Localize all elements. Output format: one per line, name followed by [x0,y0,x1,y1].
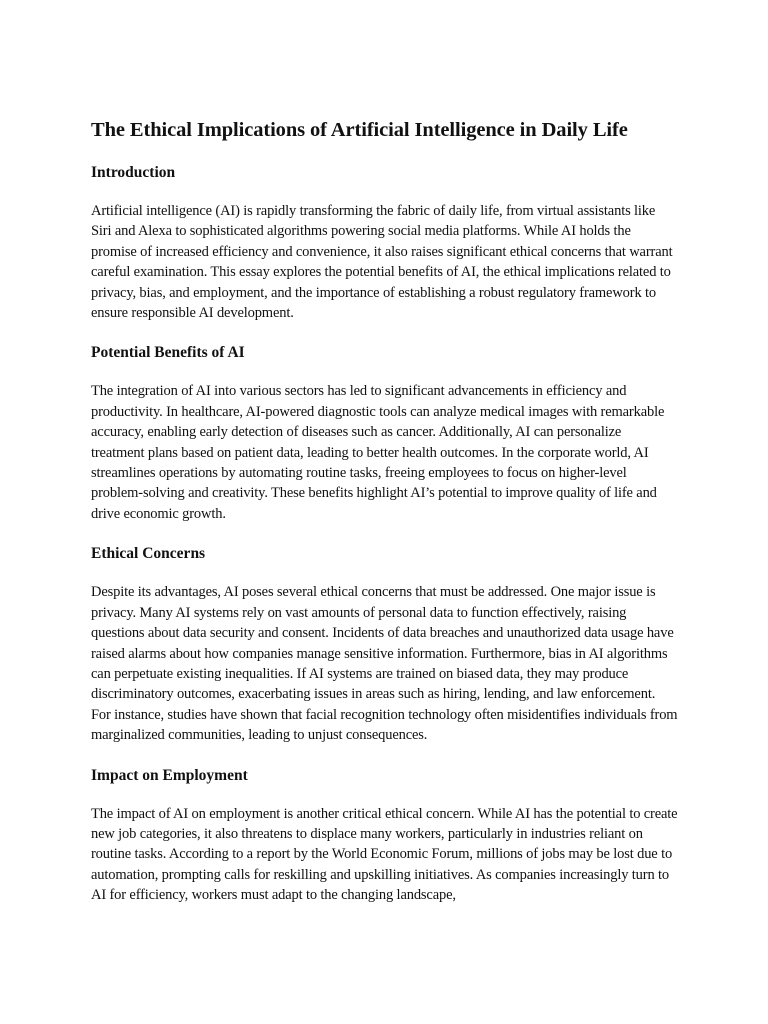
section-body-employment: The impact of AI on employment is another critical ethical concern. While AI has the potential to create new job categories, it also threatens to displace many workers, particularly in industries reliant on routine tasks. According to a report by the World Economic Forum, millions of jobs may be lost due to automation, prompting calls for reskilling and upskilling initiatives. As companies increasingly turn to AI for efficiency, workers must adapt to the changing landscape, [91,805,678,904]
section-heading-employment: Impact on Employment [91,766,248,784]
document-title: The Ethical Implications of Artificial Intelligence in Daily Life [91,119,628,141]
section-heading-benefits: Potential Benefits of AI [91,344,245,362]
section-heading-ethical-concerns: Ethical Concerns [91,545,206,563]
section-body-ethical-concerns: Despite its advantages, AI poses several ethical concerns that must be addressed. One major issue is privacy. Many AI systems rely on vast amounts of personal data to function effectively, raising questions about data security and consent. Incidents of data breaches and unauthorized data usage have raised alarms about how companies manage sensitive information. Furthermore, bias in AI algorithms can perpetuate existing inequalities. If AI systems are trained on biased data, they may produce discriminatory outcomes, exacerbating issues in areas such as hiring, lending, and law enforcement. For instance, studies have shown that facial recognition technology often misidentifies individuals from marginalized communities, leading to unjust consequences. [91,584,678,744]
section-heading-introduction: Introduction [91,164,176,181]
section-body-benefits: The integration of AI into various sectors has led to significant advancements in efficiency and productivity. In healthcare, AI-powered diagnostic tools can analyze medical images with remarkable accuracy, enabling early detection of diseases such as cancer. Additionally, AI can personalize treatment plans based on patient data, leading to better health outcomes. In the corporate world, AI streamlines operations by automating routine tasks, freeing employees to focus on higher-level problem-solving and creativity. These benefits highlight AI’s potential to improve quality of life and drive economic growth. [91,383,665,522]
section-body-introduction: Artificial intelligence (AI) is rapidly transforming the fabric of daily life, from virtual assistants like Siri and Alexa to sophisticated algorithms powering social media platforms. While AI holds the promise of increased efficiency and convenience, it also raises significant ethical concerns that warrant careful examination. This essay explores the potential benefits of AI, the ethical implications related to privacy, bias, and employment, and the importance of establishing a robust regulatory framework to ensure responsible AI development. [91,203,673,322]
